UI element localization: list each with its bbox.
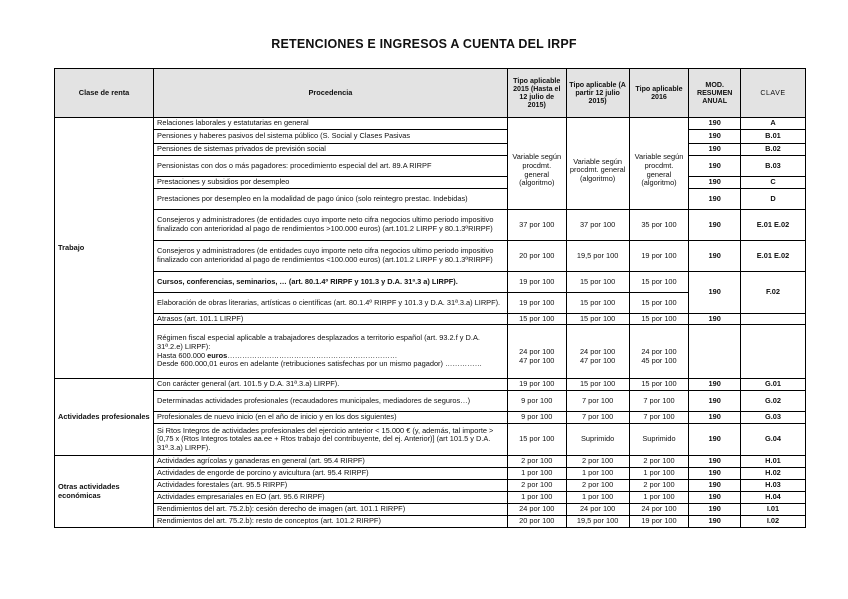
row-procedencia: Actividades empresariales en EO (art. 95.6 RIRPF) — [154, 492, 508, 504]
row-tipo-2016: 1 por 100 — [629, 468, 689, 480]
header-tipo-2015b: Tipo aplicable (A partir 12 julio 2015) — [566, 69, 629, 118]
table-row — [55, 480, 806, 492]
row-procedencia — [154, 325, 508, 379]
header-clase: Clase de renta — [55, 69, 154, 118]
row-tipo-2015b: 7 por 100 — [566, 412, 629, 424]
row-tipo-2016: 19 por 100 — [629, 516, 689, 528]
table-row — [55, 325, 806, 379]
row-tipo-2016: 19 por 100 — [629, 241, 689, 272]
row-tipo-2015: 1 por 100 — [507, 492, 566, 504]
row-tipo-2015b: 15 por 100 — [566, 293, 629, 314]
row-tipo-2015b: 37 por 100 — [566, 210, 629, 241]
row-procedencia: Pensiones y haberes pasivos del sistema público (S. Social y Clases Pasivas — [154, 130, 508, 144]
table-row — [55, 210, 806, 241]
row-clave: E.01 E.02 — [740, 210, 805, 241]
row-clave: G.04 — [740, 424, 805, 456]
row-procedencia: Pensionistas con dos o más pagadores: procedimiento especial del art. 89.A RIRPF — [154, 156, 508, 177]
row-tipo-2015: 24 por 100 — [507, 504, 566, 516]
row-tipo-2015: 1 por 100 — [507, 468, 566, 480]
row-mod: 190 — [689, 379, 741, 391]
row-clave: I.02 — [740, 516, 805, 528]
row-mod: 190 — [689, 130, 741, 144]
tipo-2016-desde: 45 por 100 — [641, 355, 677, 365]
table-row — [55, 177, 806, 189]
row-tipo-2016: 15 por 100 — [629, 314, 689, 325]
row-mod: 190 — [689, 118, 741, 130]
table-row — [55, 379, 806, 391]
row-clave: F.02 — [740, 272, 805, 314]
tipo-2015b-hasta: 24 por 100 — [579, 346, 616, 356]
document-title: RETENCIONES E INGRESOS A CUENTA DEL IRPF — [271, 37, 577, 51]
row-mod: 190 — [689, 468, 741, 480]
row-tipo-2015: 20 por 100 — [507, 241, 566, 272]
row-procedencia: Profesionales de nuevo inicio (en el año de inicio y en los dos siguientes) — [154, 412, 508, 424]
row-tipo-2015: 15 por 100 — [507, 424, 566, 456]
row-procedencia: Relaciones laborales y estatutarias en general — [154, 118, 508, 130]
row-tipo-2015b: 15 por 100 — [566, 272, 629, 293]
row-tipo-2015: 19 por 100 — [507, 272, 566, 293]
row-tipo-2016: 15 por 100 — [629, 293, 689, 314]
row-tipo-2015: 20 por 100 — [507, 516, 566, 528]
row-procedencia: Prestaciones y subsidios por desempleo — [154, 177, 508, 189]
row-mod: 190 — [689, 424, 741, 456]
table-row — [55, 156, 806, 177]
row-tipo-2016: 2 por 100 — [629, 456, 689, 468]
variable-2015: Variable según procdmt. general (algoritmo) — [507, 118, 566, 210]
table-row — [55, 504, 806, 516]
row-tipo-2015: 9 por 100 — [507, 412, 566, 424]
row-procedencia: Actividades forestales (art. 95.5 RIRPF) — [154, 480, 508, 492]
row-tipo-2015b: 19,5 por 100 — [566, 516, 629, 528]
row-mod: 190 — [689, 412, 741, 424]
header-tipo-2016: Tipo aplicable 2016 — [629, 69, 689, 118]
row-procedencia: Con carácter general (art. 101.5 y D.A. 31ª.3.a) LIRPF). — [154, 379, 508, 391]
regimen-line-1: Régimen fiscal especial aplicable a trabajadores desplazados a territorio español (art. 93.2.f y D.A. 31ª.2.e) LIRPF): — [157, 333, 480, 351]
row-tipo-2015: 19 por 100 — [507, 293, 566, 314]
row-tipo-2015b: 15 por 100 — [566, 314, 629, 325]
row-mod: 190 — [689, 516, 741, 528]
table-row — [55, 516, 806, 528]
row-clave: E.01 E.02 — [740, 241, 805, 272]
row-tipo-2015: 37 por 100 — [507, 210, 566, 241]
row-tipo-2016: 1 por 100 — [629, 492, 689, 504]
row-tipo-2016: 7 por 100 — [629, 412, 689, 424]
tipo-2016-hasta: 24 por 100 — [641, 346, 677, 356]
regimen-dots: …………………………………………………………… — [227, 350, 398, 360]
row-tipo-2015 — [507, 325, 566, 379]
row-tipo-2016 — [629, 325, 689, 379]
row-mod: 190 — [689, 456, 741, 468]
row-clave: D — [740, 189, 805, 210]
regimen-euros: euros — [207, 350, 228, 360]
row-tipo-2015b: 1 por 100 — [566, 468, 629, 480]
row-procedencia: Actividades de engorde de porcino y avicultura (art. 95.4 RIRPF) — [154, 468, 508, 480]
header-row — [55, 69, 806, 118]
row-clave: H.02 — [740, 468, 805, 480]
row-mod: 190 — [689, 480, 741, 492]
row-clave: B.01 — [740, 130, 805, 144]
table-row — [55, 492, 806, 504]
row-tipo-2015b: 15 por 100 — [566, 379, 629, 391]
table-row — [55, 468, 806, 480]
row-procedencia: Actividades agrícolas y ganaderas en general (art. 95.4 RIRPF) — [154, 456, 508, 468]
row-procedencia: Cursos, conferencias, seminarios, … (art. 80.1.4º RIRPF y 101.3 y D.A. 31ª.3 a) LIRPF). — [154, 272, 508, 293]
retenciones-table — [54, 68, 806, 528]
row-clave: B.02 — [740, 144, 805, 156]
row-tipo-2016: 7 por 100 — [629, 391, 689, 412]
row-procedencia: Atrasos (art. 101.1 LIRPF) — [154, 314, 508, 325]
row-mod: 190 — [689, 156, 741, 177]
variable-2016: Variable según procdmt. general (algoritmo) — [629, 118, 689, 210]
row-clave: H.03 — [740, 480, 805, 492]
row-tipo-2015b: 24 por 100 — [566, 504, 629, 516]
table-row — [55, 241, 806, 272]
row-clave: G.02 — [740, 391, 805, 412]
table-row — [55, 456, 806, 468]
tipo-2015-hasta: 24 por 100 — [519, 346, 555, 356]
row-clave: B.03 — [740, 156, 805, 177]
row-tipo-2015b: 2 por 100 — [566, 480, 629, 492]
variable-2015b: Variable según procdmt. general (algoritmo) — [566, 118, 629, 210]
regimen-hasta: Hasta 600.000 — [157, 350, 208, 360]
row-tipo-2015b: 19,5 por 100 — [566, 241, 629, 272]
row-mod: 190 — [689, 189, 741, 210]
table-row — [55, 391, 806, 412]
row-tipo-2015b: Suprimido — [566, 424, 629, 456]
row-mod: 190 — [689, 144, 741, 156]
header-clave: CLAVE — [740, 69, 805, 118]
row-clave: A — [740, 118, 805, 130]
tipo-2015-desde: 47 por 100 — [519, 355, 555, 365]
row-procedencia: Consejeros y administradores (de entidades cuyo importe neto cifra negocios ultimo periodo impositivo finalizado con anterioridad al pago de rendimientos >100.000 euros) (art.101.2 LIRPF y 80.1.3ºRIRPF) — [154, 210, 508, 241]
row-mod: 190 — [689, 492, 741, 504]
row-procedencia: Rendimientos del art. 75.2.b): cesión derecho de imagen (art. 101.1 RIRPF) — [154, 504, 508, 516]
row-clave: H.04 — [740, 492, 805, 504]
row-tipo-2015b: 7 por 100 — [566, 391, 629, 412]
table-row — [55, 144, 806, 156]
row-mod: 190 — [689, 272, 741, 314]
category-trabajo: Trabajo — [55, 118, 154, 379]
row-tipo-2015b — [566, 325, 629, 379]
row-clave: C — [740, 177, 805, 189]
row-clave: G.03 — [740, 412, 805, 424]
row-tipo-2015: 2 por 100 — [507, 456, 566, 468]
row-procedencia: Elaboración de obras literarias, artísticas o científicas (art. 80.1.4º RIRPF y 101.3 y D.A. 31ª.3.a) LIRPF). — [154, 293, 508, 314]
table-row — [55, 314, 806, 325]
row-mod: 190 — [689, 314, 741, 325]
row-clave — [740, 314, 805, 325]
tipo-2015b-desde: 47 por 100 — [579, 355, 616, 365]
row-mod: 190 — [689, 210, 741, 241]
row-mod — [689, 325, 741, 379]
row-tipo-2016: 35 por 100 — [629, 210, 689, 241]
row-clave: G.01 — [740, 379, 805, 391]
row-procedencia: Rendimientos del art. 75.2.b): resto de conceptos (art. 101.2 RIRPF) — [154, 516, 508, 528]
row-clave: H.01 — [740, 456, 805, 468]
row-procedencia: Pensiones de sistemas privados de previsión social — [154, 144, 508, 156]
table-row — [55, 118, 806, 130]
row-tipo-2015: 2 por 100 — [507, 480, 566, 492]
regimen-line-3: Desde 600.000,01 euros en adelante (retribuciones satisfechas por un mismo pagador) …………… — [157, 359, 482, 369]
table-row — [55, 130, 806, 144]
table-row — [55, 412, 806, 424]
header-procedencia: Procedencia — [154, 69, 508, 118]
row-tipo-2016: 15 por 100 — [629, 272, 689, 293]
category-actividades-profesionales: Actividades profesionales — [55, 379, 154, 456]
row-tipo-2016: 15 por 100 — [629, 379, 689, 391]
row-procedencia: Determinadas actividades profesionales (recaudadores municipales, mediadores de seguros…) — [154, 391, 508, 412]
row-procedencia: Si Rtos Integros de actividades profesionales del ejercicio anterior < 15.000 € (y, además, tal importe > [0,75 x (Rtos Integros totales aa.ee + Rtos trabajo del contribuyente, del ej. Anterior)] (art 101.5 y D.A. 31ª.3.a) LIRPF). — [154, 424, 508, 456]
category-otras-actividades: Otras actividades económicas — [55, 456, 154, 528]
row-clave: I.01 — [740, 504, 805, 516]
row-tipo-2016: 24 por 100 — [629, 504, 689, 516]
row-tipo-2015: 9 por 100 — [507, 391, 566, 412]
row-tipo-2015b: 1 por 100 — [566, 492, 629, 504]
row-procedencia: Prestaciones por desempleo en la modalidad de pago único (solo reintegro prestac. Indebidas) — [154, 189, 508, 210]
row-tipo-2015: 19 por 100 — [507, 379, 566, 391]
row-mod: 190 — [689, 177, 741, 189]
row-tipo-2016: Suprimido — [629, 424, 689, 456]
row-mod: 190 — [689, 241, 741, 272]
row-mod: 190 — [689, 391, 741, 412]
row-tipo-2015b: 2 por 100 — [566, 456, 629, 468]
table-row — [55, 272, 806, 293]
row-mod: 190 — [689, 504, 741, 516]
header-mod: MOD. RESUMEN ANUAL — [689, 69, 741, 118]
row-clave — [740, 325, 805, 379]
row-tipo-2015: 15 por 100 — [507, 314, 566, 325]
table-row — [55, 189, 806, 210]
table-row — [55, 424, 806, 456]
row-tipo-2016: 2 por 100 — [629, 480, 689, 492]
row-procedencia: Consejeros y administradores (de entidades cuyo importe neto cifra negocios ultimo periodo impositivo finalizado con anterioridad al pago de rendimientos <100.000 euros) (art.101.2 LIRPF y 80.1.3ºRIRPF) — [154, 241, 508, 272]
header-tipo-2015: Tipo aplicable 2015 (Hasta el 12 julio de 2015) — [507, 69, 566, 118]
